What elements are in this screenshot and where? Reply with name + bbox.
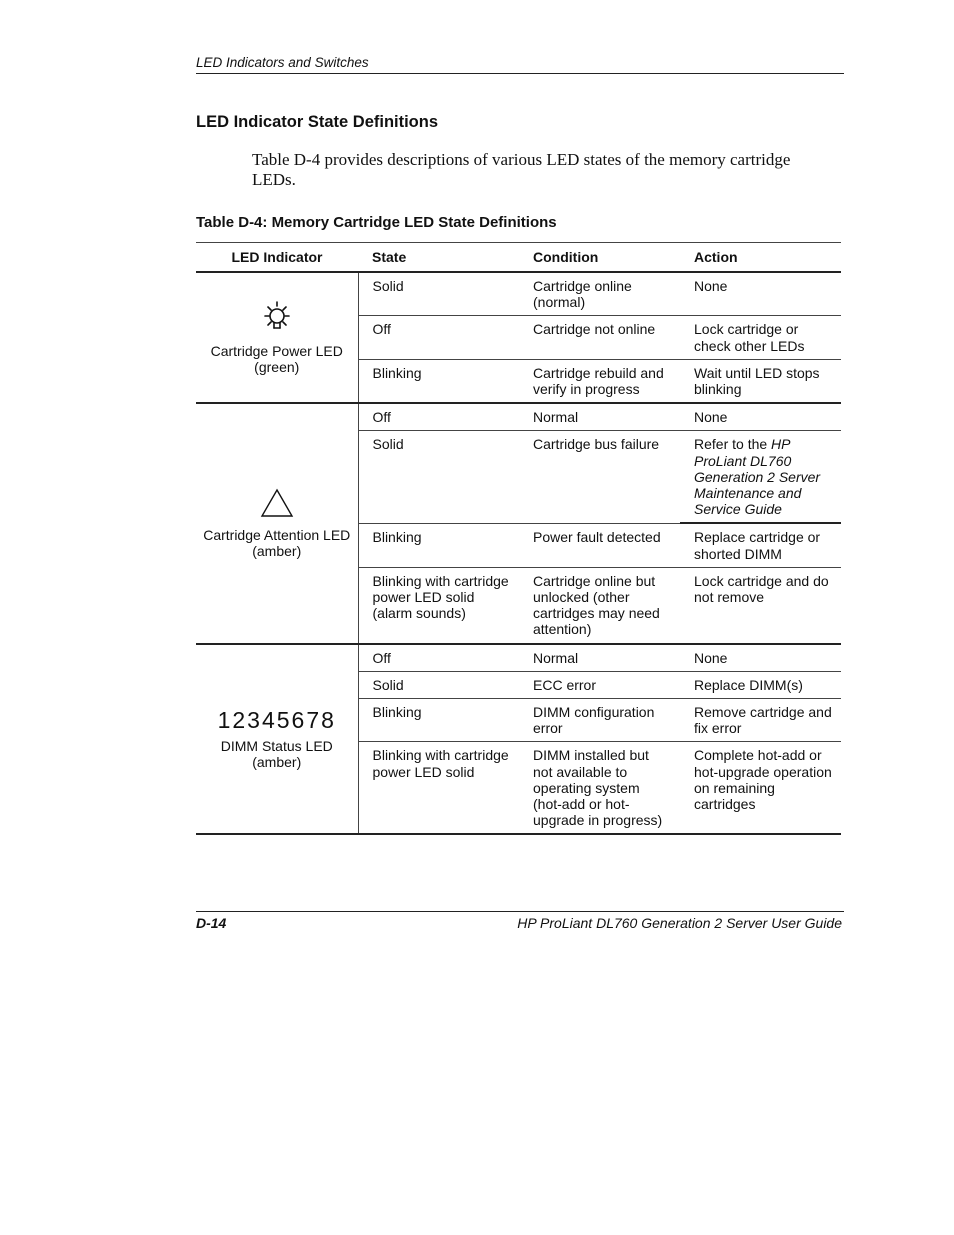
condition-cell: Normal [519,644,680,672]
condition-cell: DIMM configuration error [519,699,680,742]
condition-cell: Cartridge online (normal) [519,272,680,316]
table-row [196,644,841,672]
running-header: LED Indicators and Switches [196,55,844,74]
action-cell: Wait until LED stops blinking [680,359,841,403]
state-cell: Off [358,316,519,359]
state-cell: Blinking [358,359,519,403]
header-action: Action [680,243,841,273]
table-row [196,272,841,316]
header-condition: Condition [519,243,680,273]
state-cell: Off [358,403,519,431]
state-cell: Blinking with cartridge power LED solid [372,747,509,780]
state-cell: Blinking [358,523,519,567]
action-cell: Lock cartridge and do not remove [680,567,841,643]
section-title: LED Indicator State Definitions [196,113,439,131]
state-cell: Solid [358,431,519,524]
light-bulb-icon [200,300,354,337]
guide-reference: HP ProLiant DL760 Generation 2 Server Maintenance and Service Guide [694,436,821,518]
led-state-table [196,242,841,835]
action-cell: Complete hot-add or hot-upgrade operation on remaining cartridges [694,747,832,813]
dimm-numbers-icon: 12345678 [217,706,336,733]
action-cell: Remove cartridge and fix error [680,699,841,742]
condition-cell: Cartridge rebuild and verify in progress [519,359,680,403]
condition-cell: Cartridge online but unlocked (other cartridges may need attention) [519,567,680,643]
action-cell: None [680,644,841,672]
condition-cell: ECC error [519,671,680,698]
footer-page-number: D-14 [196,915,227,931]
footer-rule [196,911,844,912]
state-cell: Blinking with cartridge power LED solid (alarm sounds) [358,567,519,643]
condition-cell: Cartridge not online [519,316,680,359]
action-cell [680,431,841,524]
led-label: Cartridge Power LED (green) [210,343,343,376]
warning-triangle-icon [200,488,354,521]
table-header-row [196,243,841,273]
state-cell: Blinking [358,699,519,742]
state-cell: Off [358,644,519,672]
state-cell: Solid [358,272,519,316]
action-text: Refer to the [694,436,772,453]
intro-paragraph: Table D-4 provides descriptions of various LED states of the memory cartridge LEDs. [252,150,791,189]
action-cell: Replace DIMM(s) [680,671,841,698]
led-label: DIMM Status LED (amber) [220,737,333,771]
led-cell-dimm [196,644,358,835]
table-row [196,403,841,431]
led-label: Cartridge Attention LED (amber) [203,526,351,560]
action-cell: Lock cartridge or check other LEDs [680,316,841,359]
condition-cell: Normal [519,403,680,431]
state-cell: Solid [358,671,519,698]
action-cell: Replace cartridge or shorted DIMM [680,523,841,567]
table-caption: Table D-4: Memory Cartridge LED State Definitions [196,214,557,231]
action-cell: None [680,403,841,431]
condition-cell: Power fault detected [519,523,680,567]
led-cell-attention [196,403,358,643]
header-led-indicator: LED Indicator [196,243,358,273]
footer-document-title: HP ProLiant DL760 Generation 2 Server User Guide [517,915,842,931]
action-cell: None [680,272,841,316]
header-state: State [358,243,519,273]
condition-cell: Cartridge bus failure [519,431,680,524]
led-cell-power [196,272,358,403]
condition-cell: DIMM installed but not available to operating system (hot-add or hot-upgrade in progress) [533,747,663,829]
